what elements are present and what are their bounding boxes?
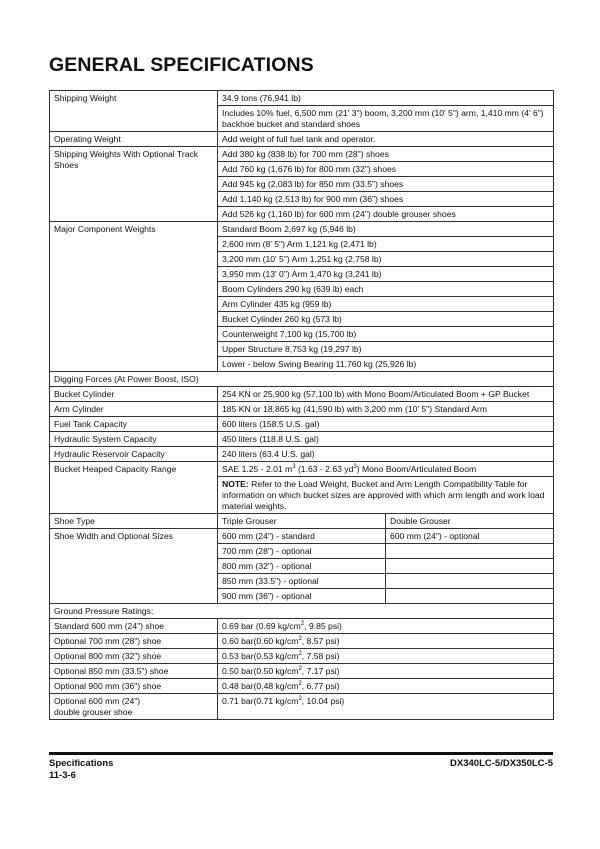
row-value: 0.69 bar (0.69 $kg/cm^2$, 9.85 psi)	[218, 619, 554, 634]
section-label: Digging Forces (At Power Boost, ISO)	[50, 372, 554, 387]
row-value: 800 mm (32") - optional	[218, 559, 386, 574]
note: NOTE: Refer to the Load Weight, Bucket and Arm Length Compatibility Table for information on which bucket sizes are approved with which arm length and work load material weights.	[218, 477, 554, 514]
row-label: Optional 600 mm (24") double grouser shoe	[50, 694, 218, 720]
row-value: 185 KN or 18,865 kg (41,590 lb) with 3,200 mm (10' 5") Standard Arm	[218, 402, 554, 417]
row-value: Upper Structure 8,753 kg (19,297 lb)	[218, 342, 554, 357]
row-value: 0.50 bar(0.50 $kg/cm^2$, 7.17 psi)	[218, 664, 554, 679]
row-value: 0.60 bar(0.60 $kg/cm^2$, 8.57 psi)	[218, 634, 554, 649]
row-label: Shipping Weight	[50, 91, 218, 132]
row-label: Arm Cylinder	[50, 402, 218, 417]
footer-rule	[49, 752, 553, 755]
table-row	[50, 664, 554, 679]
table-row	[50, 462, 554, 477]
table-row	[50, 649, 554, 664]
row-value: 0.48 bar(0.48 $kg/cm^2$, 6.77 psi)	[218, 679, 554, 694]
row-value: Add 380 kg (838 lb) for 700 mm (28") shoes	[218, 147, 554, 162]
row-label: Shoe Type	[50, 514, 218, 529]
row-label: Standard 600 mm (24") shoe	[50, 619, 218, 634]
row-value: SAE 1.25 - 2.01 $m^3$ (1.63 - 2.63 $yd^3$) Mono Boom/Articulated Boom	[218, 462, 554, 477]
row-value: 0.53 bar(0.53 $kg/cm^2$, 7.58 psi)	[218, 649, 554, 664]
row-value: 0.71 bar(0.71 $kg/cm^2$, 10.04 psi)	[218, 694, 554, 720]
row-value: 900 mm (36") - optional	[218, 589, 386, 604]
row-value: Lower - below Swing Bearing 11,760 kg (25,926 lb)	[218, 357, 554, 372]
row-label: Optional 900 mm (36") shoe	[50, 679, 218, 694]
row-value: Counterweight 7,100 kg (15,700 lb)	[218, 327, 554, 342]
row-label: Optional 700 mm (28") shoe	[50, 634, 218, 649]
table-row	[50, 147, 554, 162]
table-row	[50, 514, 554, 529]
row-value: Double Grouser	[386, 514, 554, 529]
table-row	[50, 447, 554, 462]
row-value: Add 760 kg (1,676 lb) for 800 mm (32") shoes	[218, 162, 554, 177]
empty-cell	[386, 574, 554, 589]
row-value: 850 mm (33.5") - optional	[218, 574, 386, 589]
row-value: Standard Boom 2,697 kg (5,946 lb)	[218, 222, 554, 237]
empty-cell	[386, 544, 554, 559]
row-value: Add weight of full fuel tank and operator.	[218, 132, 554, 147]
empty-cell	[386, 589, 554, 604]
row-value: 34.9 tons (76,941 lb)	[218, 91, 554, 106]
row-label: Major Component Weights	[50, 222, 218, 372]
table-row	[50, 402, 554, 417]
row-value: 3,950 mm (13' 0") Arm 1,470 kg (3,241 lb)	[218, 267, 554, 282]
row-label: Operating Weight	[50, 132, 218, 147]
row-value: Add 1,140 kg (2,513 lb) for 900 mm (36") shoes	[218, 192, 554, 207]
row-value: 254 KN or 25,900 kg (57,100 lb) with Mono Boom/Articulated Boom + GP Bucket	[218, 387, 554, 402]
row-value: Arm Cylinder 435 kg (959 lb)	[218, 297, 554, 312]
section-label: Ground Pressure Ratings:	[50, 604, 554, 619]
row-value: Bucket Cylinder 260 kg (573 lb)	[218, 312, 554, 327]
row-value: Add 945 kg (2,083 lb) for 850 mm (33.5") shoes	[218, 177, 554, 192]
table-row	[50, 387, 554, 402]
spec-table	[49, 90, 554, 720]
row-label: Bucket Heaped Capacity Range	[50, 462, 218, 514]
table-row	[50, 679, 554, 694]
row-label: Hydraulic Reservoir Capacity	[50, 447, 218, 462]
table-row	[50, 222, 554, 237]
row-value: 2,600 mm (8' 5") Arm 1,121 kg (2,471 lb)	[218, 237, 554, 252]
row-value: 600 liters (158.5 U.S. gal)	[218, 417, 554, 432]
footer-model: DX340LC-5/DX350LC-5	[450, 758, 553, 769]
empty-cell	[386, 559, 554, 574]
row-label: Optional 800 mm (32") shoe	[50, 649, 218, 664]
row-label: Fuel Tank Capacity	[50, 417, 218, 432]
table-row	[50, 529, 554, 544]
row-value: 600 mm (24") - standard	[218, 529, 386, 544]
row-value: 450 liters (118.8 U.S. gal)	[218, 432, 554, 447]
table-row	[50, 694, 554, 720]
table-row	[50, 619, 554, 634]
row-value: 600 mm (24") - optional	[386, 529, 554, 544]
row-value: Boom Cylinders 290 kg (639 lb) each	[218, 282, 554, 297]
table-row	[50, 417, 554, 432]
row-value: 3,200 mm (10' 5") Arm 1,251 kg (2,758 lb)	[218, 252, 554, 267]
table-row	[50, 132, 554, 147]
table-row	[50, 604, 554, 619]
footer-left	[49, 758, 113, 782]
table-row	[50, 432, 554, 447]
row-value: Triple Grouser	[218, 514, 386, 529]
row-value: Includes 10% fuel, 6,500 mm (21' 3") boom, 3,200 mm (10' 5") arm, 1,410 mm (4' 6") backhoe bucket and standard shoes	[218, 106, 554, 132]
row-label: Shipping Weights With Optional Track Shoes	[50, 147, 218, 222]
row-value: Add 526 kg (1,160 lb) for 600 mm (24") double grouser shoes	[218, 207, 554, 222]
row-label: Bucket Cylinder	[50, 387, 218, 402]
table-row	[50, 372, 554, 387]
row-value: 700 mm (28") - optional	[218, 544, 386, 559]
row-label: Optional 850 mm (33.5") shoe	[50, 664, 218, 679]
page-title: GENERAL SPECIFICATIONS	[49, 54, 314, 76]
row-label: Shoe Width and Optional Sizes	[50, 529, 218, 604]
table-row	[50, 91, 554, 106]
footer-page-number: 11-3-6	[49, 770, 76, 781]
table-row	[50, 634, 554, 649]
row-label: Hydraulic System Capacity	[50, 432, 218, 447]
row-value: 240 liters (63.4 U.S. gal)	[218, 447, 554, 462]
footer-section: Specifications	[49, 758, 114, 769]
note-label: NOTE:	[222, 478, 249, 489]
